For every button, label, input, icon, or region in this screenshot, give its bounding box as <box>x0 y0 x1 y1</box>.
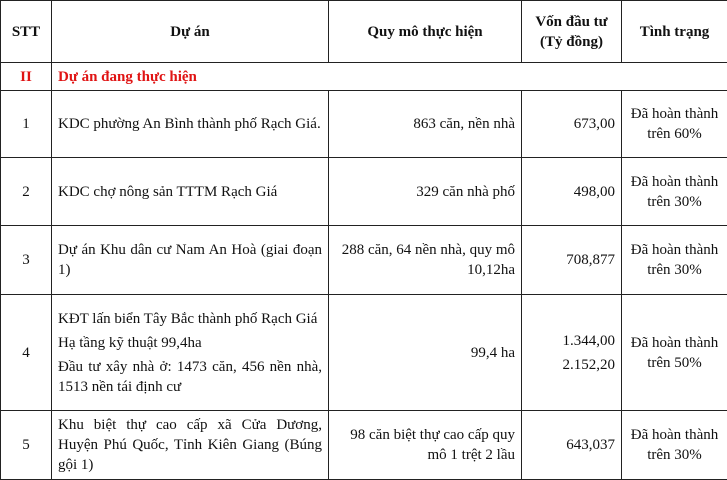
row-scale: 863 căn, nền nhà <box>329 91 522 158</box>
row-investment: 498,00 <box>522 158 622 226</box>
row-status: Đã hoàn thành trên 30% <box>622 158 727 226</box>
header-investment <box>522 1 622 63</box>
row-investment: 708,877 <box>522 226 622 295</box>
header-stt: STT <box>1 1 52 63</box>
row-scale: 99,4 ha <box>329 295 522 411</box>
row-stt: 3 <box>1 226 52 295</box>
row-investment: 643,037 <box>522 411 622 480</box>
section-row <box>1 63 727 91</box>
row-project-name: Dự án Khu dân cư Nam An Hoà (giai đoạn 1) <box>52 226 329 295</box>
row-investment-line: 1.344,00 <box>528 331 615 351</box>
row-stt: 5 <box>1 411 52 480</box>
row-investment <box>522 295 622 411</box>
row-project-name: KDC phường An Bình thành phố Rạch Giá. <box>52 91 329 158</box>
row-investment-line: 2.152,20 <box>528 355 615 375</box>
row-status: Đã hoàn thành trên 60% <box>622 91 727 158</box>
row-project-name-line: Đầu tư xây nhà ở: 1473 căn, 456 nền nhà, 1513 nền tái định cư <box>58 357 322 397</box>
row-project-name: KDC chợ nông sản TTTM Rạch Giá <box>52 158 329 226</box>
table-row <box>1 295 727 411</box>
row-project-name-line: KĐT lấn biển Tây Bắc thành phố Rạch Giá <box>58 309 322 329</box>
header-investment-line1: Vốn đầu tư <box>528 12 615 32</box>
table-row <box>1 411 727 480</box>
row-scale: 288 căn, 64 nền nhà, quy mô 10,12ha <box>329 226 522 295</box>
row-project-name: Khu biệt thự cao cấp xã Cửa Dương, Huyện Phú Quốc, Tỉnh Kiên Giang (Búng gội 1) <box>52 411 329 480</box>
section-number: II <box>1 63 52 91</box>
header-row <box>1 1 727 63</box>
row-investment: 673,00 <box>522 91 622 158</box>
row-status: Đã hoàn thành trên 30% <box>622 411 727 480</box>
row-stt: 1 <box>1 91 52 158</box>
row-stt: 2 <box>1 158 52 226</box>
row-project-name <box>52 295 329 411</box>
row-status: Đã hoàn thành trên 50% <box>622 295 727 411</box>
header-project: Dự án <box>52 1 329 63</box>
row-scale: 98 căn biệt thự cao cấp quy mô 1 trệt 2 lầu <box>329 411 522 480</box>
header-status: Tình trạng <box>622 1 727 63</box>
row-scale: 329 căn nhà phố <box>329 158 522 226</box>
table-row <box>1 158 727 226</box>
table-row <box>1 91 727 158</box>
row-status: Đã hoàn thành trên 30% <box>622 226 727 295</box>
row-stt: 4 <box>1 295 52 411</box>
row-project-name-line: Hạ tầng kỹ thuật 99,4ha <box>58 333 322 353</box>
section-title: Dự án đang thực hiện <box>52 63 727 91</box>
table-row <box>1 226 727 295</box>
header-investment-line2: (Tỷ đồng) <box>528 32 615 52</box>
header-scale: Quy mô thực hiện <box>329 1 522 63</box>
